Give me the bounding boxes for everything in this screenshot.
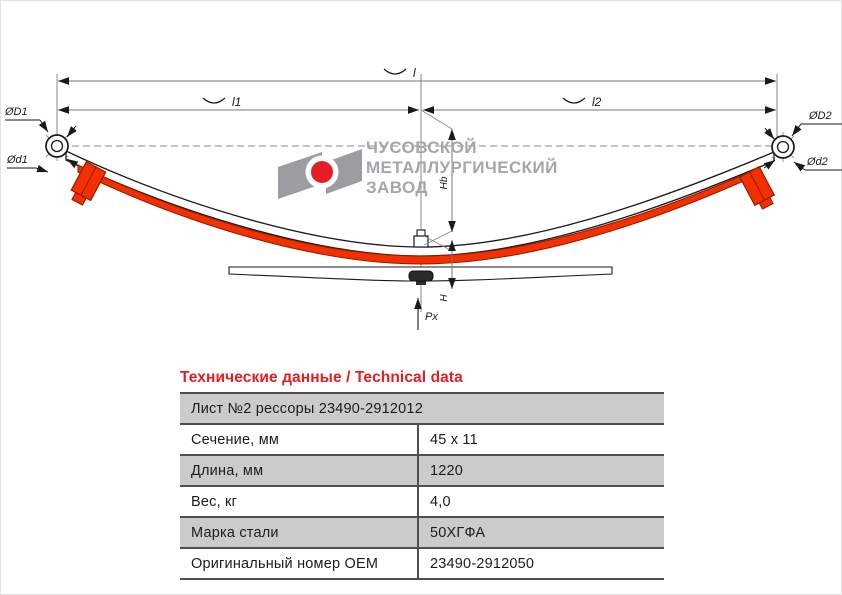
logo-text-line1: ЧУСОВСКОЙ	[366, 138, 477, 157]
table-row	[180, 549, 664, 580]
param-cell: Вес, кг	[191, 493, 238, 510]
left-eye	[46, 131, 68, 161]
dim-l1-label: l1	[232, 95, 242, 109]
dim-l-label: l	[413, 66, 416, 80]
dimension-l1	[58, 95, 419, 110]
value-cell: 23490-2912050	[417, 549, 664, 578]
dimension-l2	[423, 95, 776, 110]
logo-dot-red	[311, 161, 333, 183]
dim-d1-label: Ød1	[7, 154, 28, 166]
section-heading: Технические данные / Technical data	[180, 369, 463, 386]
table-row	[180, 518, 664, 549]
table-row	[180, 487, 664, 518]
arc-symbol	[384, 69, 406, 74]
table-row	[180, 456, 664, 487]
value-cell: 1220	[417, 456, 664, 485]
param-cell: Марка стали	[191, 524, 279, 541]
table-row	[180, 425, 664, 456]
param-cell: Сечение, мм	[191, 431, 280, 448]
dim-D1-label: ØD1	[5, 106, 28, 118]
table-title-row	[180, 394, 664, 425]
logo-text-line3: ЗАВОД	[366, 178, 428, 197]
technical-data-table	[180, 392, 664, 580]
param-cell: Оригинальный номер OEM	[191, 555, 379, 572]
logo-text-line2: МЕТАЛЛУРГИЧЕСКИЙ	[366, 158, 558, 177]
callout-d2	[764, 156, 842, 170]
dim-l2-label: l2	[592, 95, 602, 109]
left-clamp	[67, 162, 105, 208]
dimension-l	[58, 66, 776, 81]
dim-d2-label: Ød2	[807, 156, 828, 168]
value-cell: 45 x 11	[417, 425, 664, 454]
callout-D1	[4, 106, 76, 137]
dim-Px-label: Px	[425, 311, 438, 323]
param-cell: Длина, мм	[191, 462, 264, 479]
arc-symbol	[563, 98, 585, 103]
right-eye	[772, 132, 794, 162]
arc-symbol	[203, 98, 225, 103]
dim-Hb-label: Hb	[439, 176, 450, 190]
right-clamp	[740, 167, 778, 212]
value-cell: 50ХГФА	[417, 518, 664, 547]
dim-D2-label: ØD2	[809, 110, 832, 122]
value-cell: 4,0	[417, 487, 664, 516]
logo	[278, 138, 558, 199]
table-title: Лист №2 рессоры 23490-2912012	[191, 400, 423, 417]
dim-H-label: H	[439, 294, 450, 302]
